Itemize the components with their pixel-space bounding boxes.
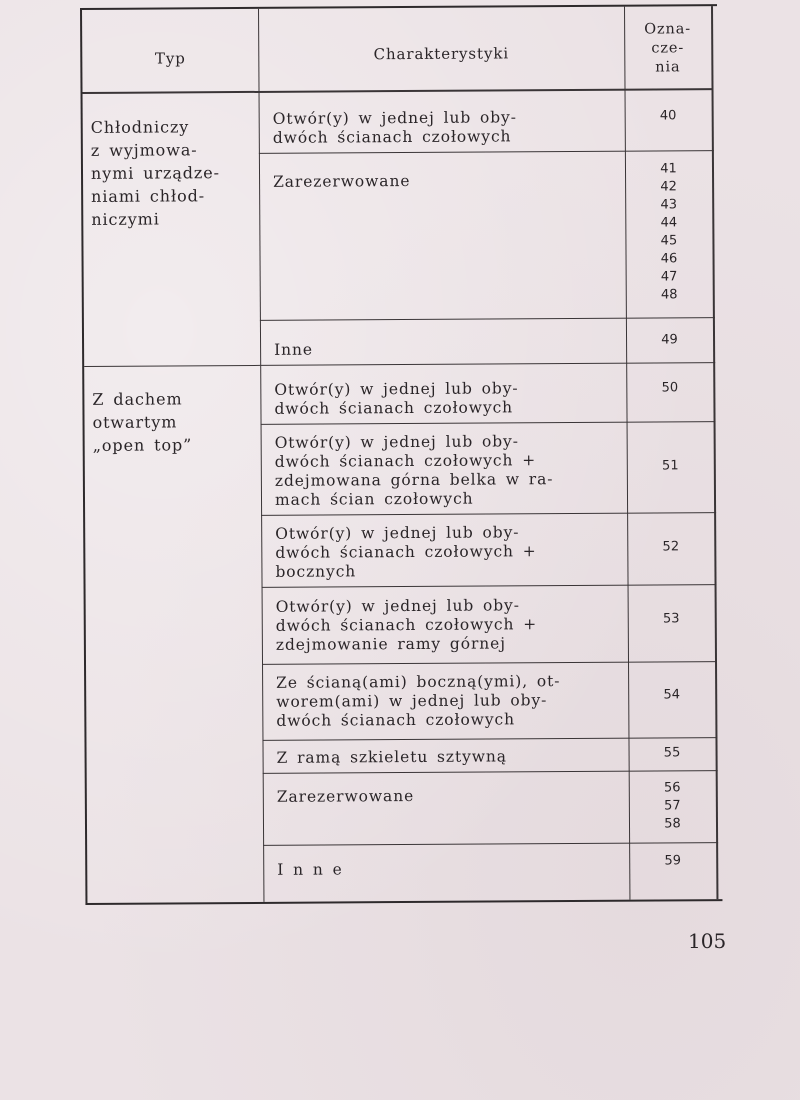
characteristic-cell (276, 596, 621, 655)
type-line: z wyjmowa- (90, 140, 198, 160)
header-oznaczenia-line: nia (655, 59, 681, 76)
designation-cell (627, 538, 714, 557)
designation-code: 48 (660, 287, 678, 303)
characteristic-line: dwóch ścianach czołowych (276, 710, 516, 730)
row-separator (261, 512, 716, 516)
characteristic-line: Otwór(y) w jednej lub oby- (272, 108, 517, 128)
designation-code: 57 (664, 798, 681, 814)
characteristic-line: zdejmowanie ramy górnej (275, 634, 506, 654)
header-separator (83, 88, 714, 94)
designation-cell (629, 779, 716, 834)
designation-code: 43 (660, 197, 678, 213)
characteristic-cell (274, 339, 619, 360)
characteristic-line: Otwór(y) w jednej lub oby- (275, 596, 520, 616)
container-type-table (80, 4, 722, 905)
characteristic-cell (273, 171, 618, 192)
designation-code: 41 (660, 161, 677, 177)
characteristic-line: bocznych (275, 562, 357, 581)
characteristic-line: I n n e (277, 860, 343, 879)
header-typ: Typ (154, 49, 186, 68)
characteristic-line: dwóch ścianach czołowych + (275, 615, 538, 635)
characteristic-cell (277, 786, 622, 807)
characteristic-cell (274, 379, 619, 419)
characteristic-line: Zarezerwowane (276, 786, 415, 806)
characteristic-line: worem(ami) w jednej lub oby- (276, 691, 548, 711)
characteristic-line: zdejmowana górna belka w ra- (274, 470, 554, 490)
row-separator (260, 362, 715, 366)
designation-code: 53 (662, 611, 680, 627)
column-divider (711, 6, 718, 899)
designation-cell (628, 610, 715, 629)
designation-code: 58 (664, 816, 681, 832)
designation-code: 52 (662, 539, 680, 555)
page-number: 105 (688, 929, 727, 953)
designation-code: 55 (663, 745, 681, 761)
designation-code: 44 (660, 215, 678, 231)
type-line: nymi urządze- (90, 163, 220, 183)
row-separator (261, 421, 716, 425)
row-separator (260, 317, 715, 321)
type-line: Z dachem (92, 389, 183, 409)
designation-cell (626, 331, 713, 350)
type-line: niami chłod- (91, 186, 206, 206)
type-line: Chłodniczy (90, 117, 190, 137)
designation-cell (626, 379, 713, 398)
characteristic-line: Inne (274, 340, 314, 359)
designation-code: 50 (661, 380, 679, 396)
designation-cell (629, 744, 716, 763)
header-charakterystyki: Charakterystyki (373, 44, 510, 64)
characteristic-line: dwóch ścianach czołowych + (275, 542, 537, 562)
row-separator (262, 737, 717, 741)
type-line: niczymi (91, 209, 160, 229)
type-cell-refrigerated (91, 115, 257, 231)
designation-code: 51 (661, 458, 679, 474)
designation-code: 49 (661, 332, 678, 348)
header-oznaczenia (624, 20, 711, 78)
characteristic-cell (275, 432, 620, 510)
characteristic-line: dwóch ścianach czołowych + (274, 451, 537, 471)
designation-cell (625, 160, 713, 305)
designation-code: 59 (664, 853, 682, 869)
characteristic-cell (277, 859, 622, 880)
designation-code: 45 (660, 233, 678, 249)
designation-code: 46 (660, 251, 678, 267)
characteristic-cell (276, 672, 621, 731)
column-divider (258, 9, 264, 902)
designation-cell (629, 852, 716, 871)
designation-code: 42 (660, 179, 677, 195)
characteristic-line: dwóch ścianach czołowych (274, 398, 514, 418)
designation-cell (627, 457, 714, 476)
row-separator (263, 842, 718, 846)
designation-code: 40 (659, 108, 677, 124)
designation-code: 54 (663, 687, 681, 703)
characteristic-cell (273, 108, 618, 148)
characteristic-line: Zarezerwowane (273, 171, 411, 191)
header-oznaczenia-line: Ozna- (644, 21, 692, 38)
characteristic-line: Otwór(y) w jednej lub oby- (274, 379, 519, 399)
characteristic-cell (277, 747, 622, 768)
row-separator (259, 150, 714, 154)
header-oznaczenia-line: cze- (651, 40, 685, 57)
designation-code: 56 (663, 780, 681, 796)
column-divider (624, 7, 630, 900)
type-line: „open top” (92, 435, 193, 455)
row-separator (262, 661, 717, 665)
type-line: otwartym (92, 412, 178, 432)
group-separator (84, 365, 260, 367)
designation-code: 47 (660, 269, 678, 285)
row-separator (262, 584, 717, 588)
designation-cell (628, 686, 715, 705)
type-cell-open-top (92, 387, 257, 457)
characteristic-line: mach ścian czołowych (274, 489, 474, 509)
row-separator (263, 770, 718, 774)
characteristic-line: Ze ścianą(ami) boczną(ymi), ot- (276, 672, 561, 692)
characteristic-line: dwóch ścianach czołowych (272, 127, 512, 147)
characteristic-line: Otwór(y) w jednej lub oby- (274, 432, 519, 452)
characteristic-line: Otwór(y) w jednej lub oby- (275, 523, 520, 543)
characteristic-line: Z ramą szkieletu sztywną (276, 747, 507, 767)
characteristic-cell (275, 523, 620, 582)
designation-cell (625, 107, 712, 126)
